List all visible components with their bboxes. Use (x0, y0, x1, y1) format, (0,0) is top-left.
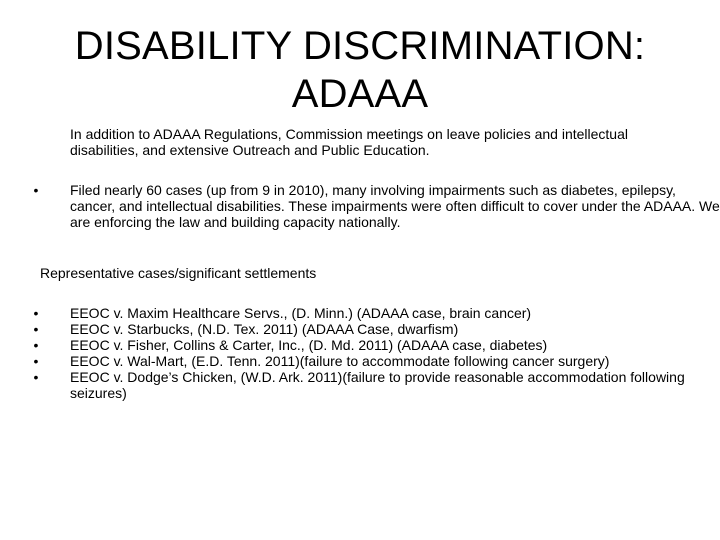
filed-cases-bullet (30, 182, 720, 230)
case-item (30, 305, 690, 321)
cases-heading: Representative cases/significant settlements (40, 265, 317, 281)
filed-cases-text: Filed nearly 60 cases (up from 9 in 2010), many involving impairments such as diabetes, epilepsy, cancer, and intellectual disabilities. These impairments were often difficult to cover under the ADAAA. We are enforcing the law and building capacity nationally. (70, 182, 720, 230)
case-item-text: EEOC v. Wal-Mart, (E.D. Tenn. 2011)(failure to accommodate following cancer surgery) (70, 353, 610, 369)
bullet-dot-icon: • (33, 353, 39, 369)
bullet-dot-icon: • (33, 182, 39, 198)
case-item-text: EEOC v. Maxim Healthcare Servs., (D. Minn.) (ADAAA case, brain cancer) (70, 305, 532, 321)
case-list (30, 305, 690, 401)
slide-title-line-2: ADAAA (291, 72, 429, 116)
bullet-dot-icon: • (33, 321, 39, 337)
case-item (30, 321, 690, 337)
case-item (30, 337, 690, 353)
bullet-dot-icon: • (33, 305, 39, 321)
case-item (30, 369, 690, 401)
case-item-text: EEOC v. Fisher, Collins & Carter, Inc., (D. Md. 2011) (ADAAA case, diabetes) (70, 337, 548, 353)
intro-paragraph: In addition to ADAAA Regulations, Commission meetings on leave policies and intellectual disabilities, and extensive Outreach and Public Education. (70, 126, 628, 158)
bullet-dot-icon: • (33, 337, 39, 353)
slide-title (0, 22, 720, 118)
bullet-dot-icon: • (33, 369, 39, 385)
case-item-text: EEOC v. Starbucks, (N.D. Tex. 2011) (ADAAA Case, dwarfism) (70, 321, 459, 337)
case-item-text: EEOC v. Dodge’s Chicken, (W.D. Ark. 2011)(failure to provide reasonable accommodation following seizures) (70, 369, 685, 401)
slide-title-line-1: DISABILITY DISCRIMINATION: (74, 24, 646, 68)
case-item (30, 353, 690, 369)
